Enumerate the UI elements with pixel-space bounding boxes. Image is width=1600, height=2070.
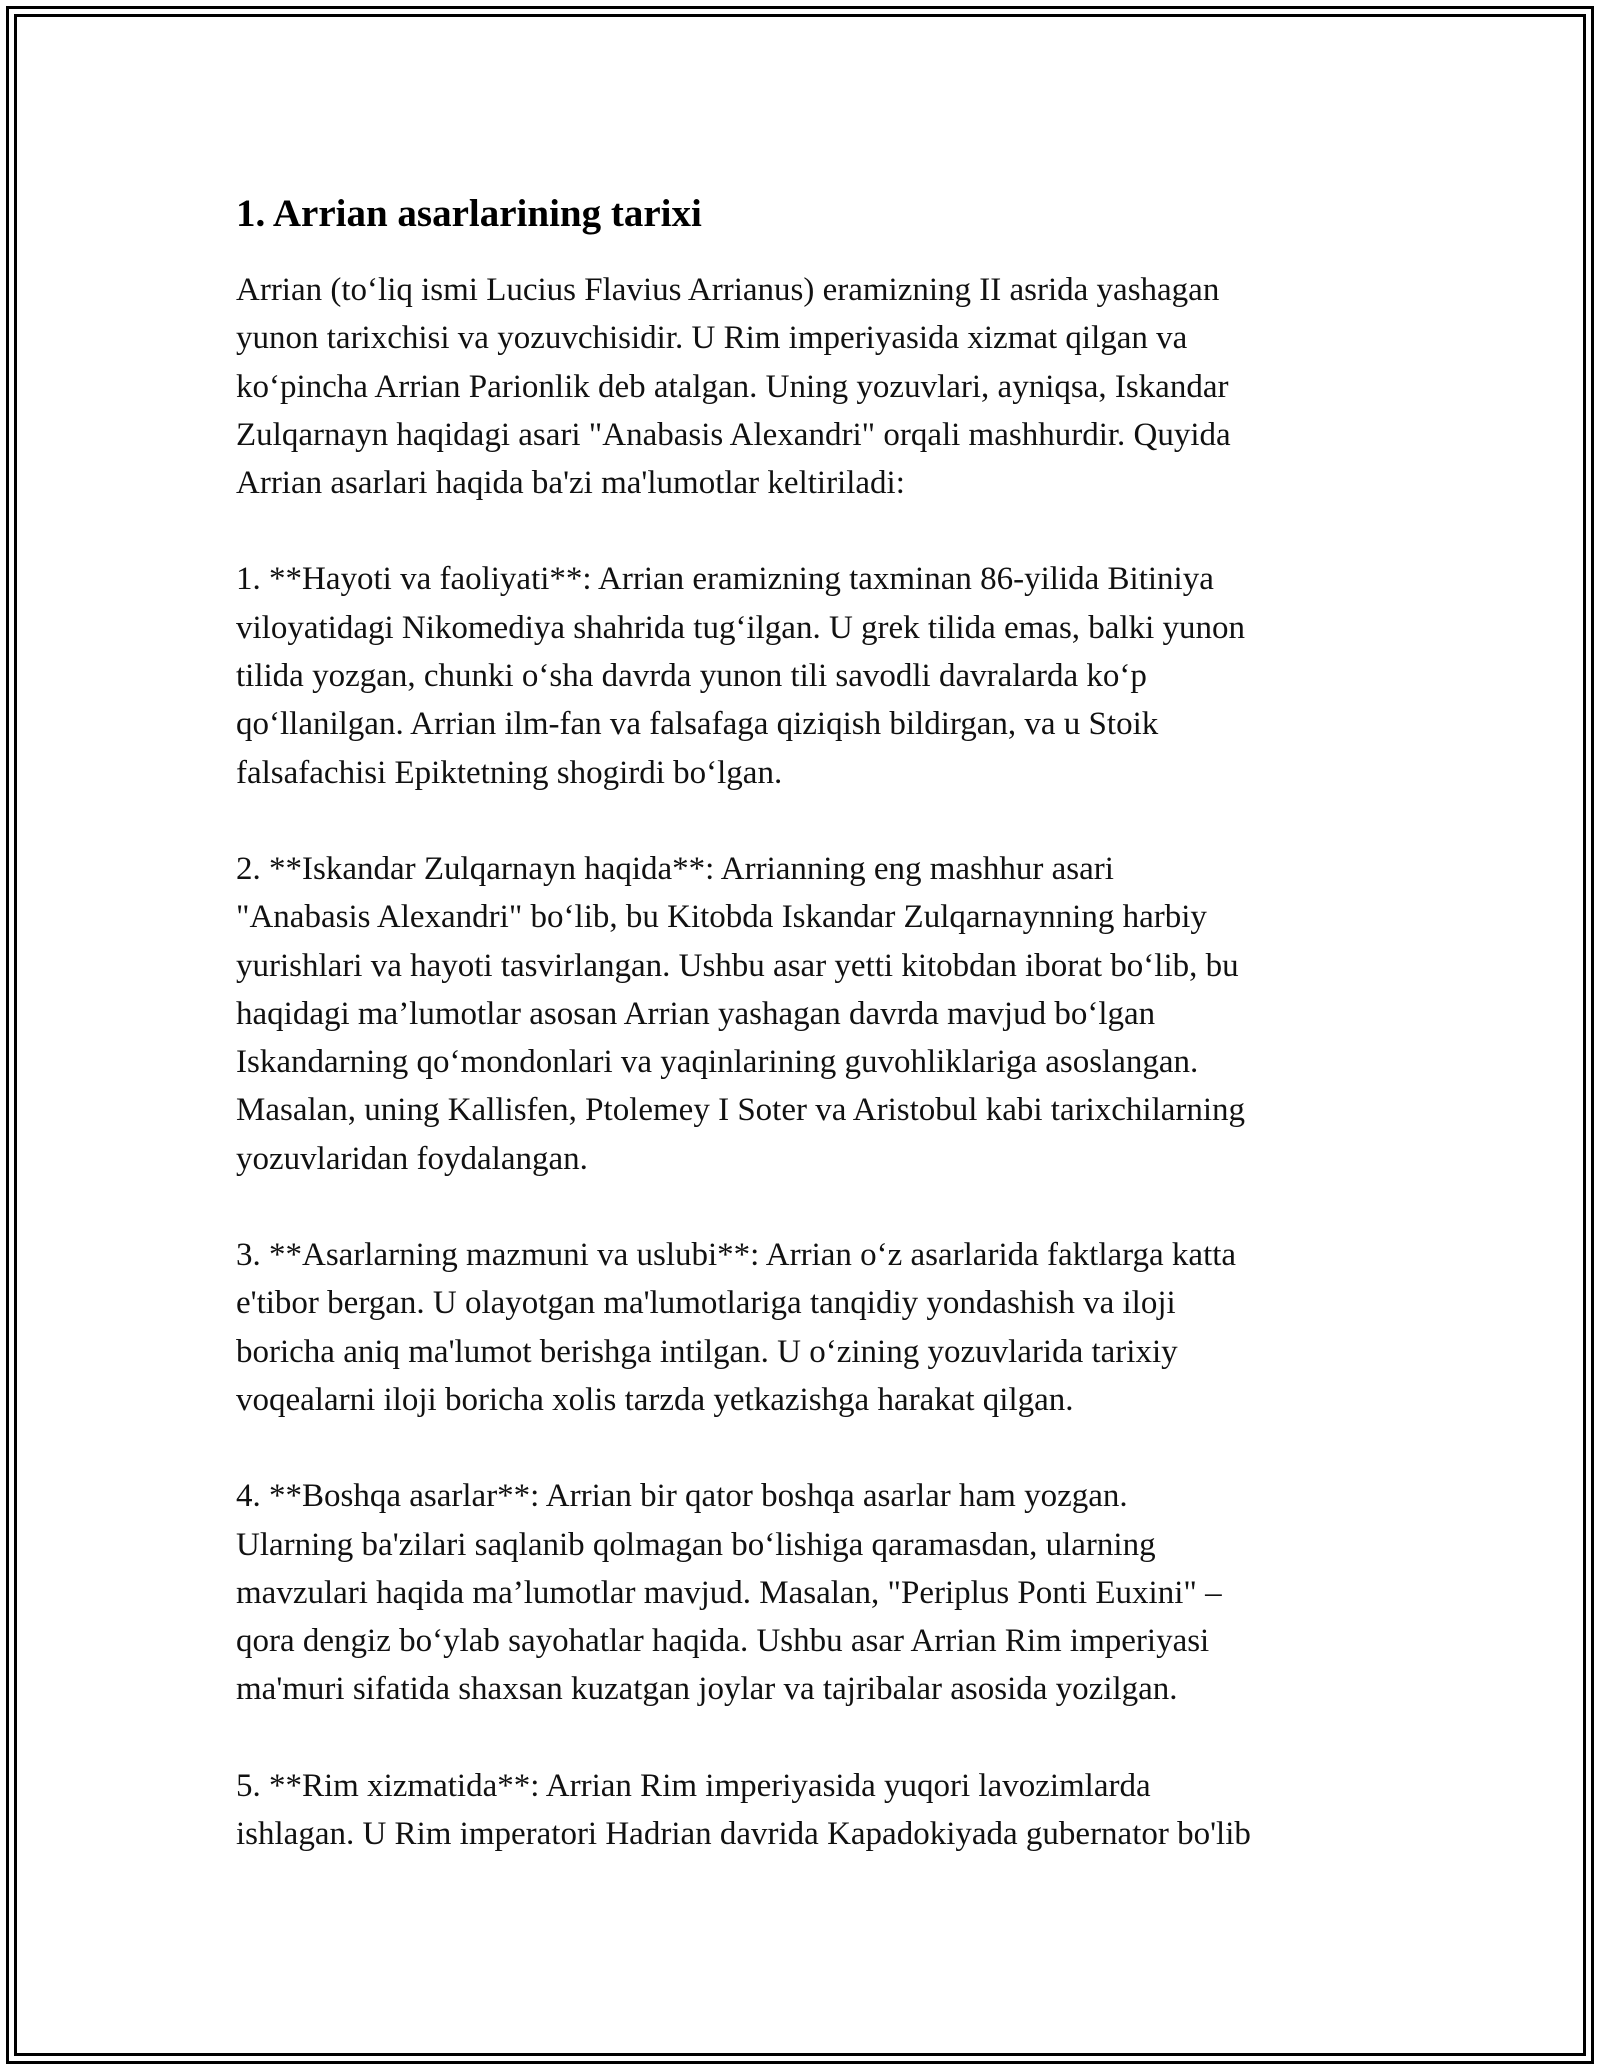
text-line: "Anabasis Alexandri" bo‘lib, bu Kitobda Iskandar Zulqarnaynning harbiy: [236, 899, 1207, 936]
paragraph-4: [236, 1231, 1386, 1424]
text-line: qora dengiz bo‘ylab sayohatlar haqida. Ushbu asar Arrian Rim imperiyasi: [236, 1623, 1210, 1660]
text-line: 2. **Iskandar Zulqarnayn haqida**: Arrianning eng mashhur asari: [236, 850, 1114, 887]
text-line: e'tibor bergan. U olayotgan ma'lumotlariga tanqidiy yondashish va iloji: [236, 1285, 1176, 1322]
paragraph-1: [236, 266, 1386, 507]
paragraph-5: [236, 1472, 1386, 1713]
text-line: Ularning ba'zilari saqlanib qolmagan bo‘lishiga qaramasdan, ularning: [236, 1526, 1156, 1563]
text-line: yunon tarixchisi va yozuvchisidir. U Rim imperiyasida xizmat qilgan va: [236, 320, 1188, 357]
text-line: ishlagan. U Rim imperatori Hadrian davrida Kapadokiyada gubernator bo'lib: [236, 1816, 1251, 1853]
text-line: 5. **Rim xizmatida**: Arrian Rim imperiyasida yuqori lavozimlarda: [236, 1767, 1151, 1804]
paragraph-2: [236, 555, 1386, 796]
text-line: viloyatidagi Nikomediya shahrida tug‘ilgan. U grek tilida emas, balki yunon: [236, 609, 1246, 646]
text-line: Arrian (to‘liq ismi Lucius Flavius Arrianus) eramizning II asrida yashagan: [236, 272, 1220, 308]
text-line: mavzulari haqida ma’lumotlar mavjud. Masalan, "Periplus Ponti Euxini" –: [236, 1574, 1222, 1611]
text-line: Masalan, uning Kallisfen, Ptolemey I Soter va Aristobul kabi tarixchilarning: [236, 1092, 1246, 1129]
text-line: ma'muri sifatida shaxsan kuzatgan joylar va tajribalar asosida yozilgan.: [236, 1671, 1178, 1708]
text-line: Arrian asarlari haqida ba'zi ma'lumotlar keltiriladi:: [236, 465, 905, 502]
text-line: Iskandarning qo‘mondonlari va yaqinlarining guvohliklariga asoslangan.: [236, 1044, 1199, 1081]
text-line: 3. **Asarlarning mazmuni va uslubi**: Arrian o‘z asarlarida faktlarga katta: [236, 1237, 1237, 1274]
section-heading: 1. Arrian asarlarining tarixi: [236, 192, 702, 235]
text-line: boricha aniq ma'lumot berishga intilgan. U o‘zining yozuvlarida tarixiy: [236, 1333, 1178, 1370]
text-line: tilida yozgan, chunki o‘sha davrda yunon tili savodli davralarda ko‘p: [236, 658, 1147, 695]
text-line: yurishlari va hayoti tasvirlangan. Ushbu asar yetti kitobdan iborat bo‘lib, bu: [236, 947, 1239, 984]
text-line: falsafachisi Epiktetning shogirdi bo‘lgan.: [236, 754, 783, 791]
paragraph-list: [236, 266, 1386, 1858]
text-line: haqidagi ma’lumotlar asosan Arrian yashagan davrda mavjud bo‘lgan: [236, 995, 1156, 1032]
text-line: Zulqarnayn haqidagi asari "Anabasis Alexandri" orqali mashhurdir. Quyida: [236, 416, 1231, 453]
text-line: qo‘llanilgan. Arrian ilm-fan va falsafaga qiziqish bildirgan, va u Stoik: [236, 706, 1159, 743]
paragraph-6: [236, 1762, 1386, 1859]
text-line: ko‘pincha Arrian Parionlik deb atalgan. Uning yozuvlari, ayniqsa, Iskandar: [236, 368, 1229, 405]
text-line: yozuvlaridan foydalangan.: [236, 1140, 588, 1177]
text-line: 1. **Hayoti va faoliyati**: Arrian eramizning taxminan 86-yilida Bitiniya: [236, 561, 1214, 598]
document-body: [236, 190, 1386, 1858]
text-line: voqealarni iloji boricha xolis tarzda yetkazishga harakat qilgan.: [236, 1381, 1074, 1418]
text-line: 4. **Boshqa asarlar**: Arrian bir qator boshqa asarlar ham yozgan.: [236, 1478, 1128, 1515]
paragraph-3: [236, 845, 1386, 1183]
